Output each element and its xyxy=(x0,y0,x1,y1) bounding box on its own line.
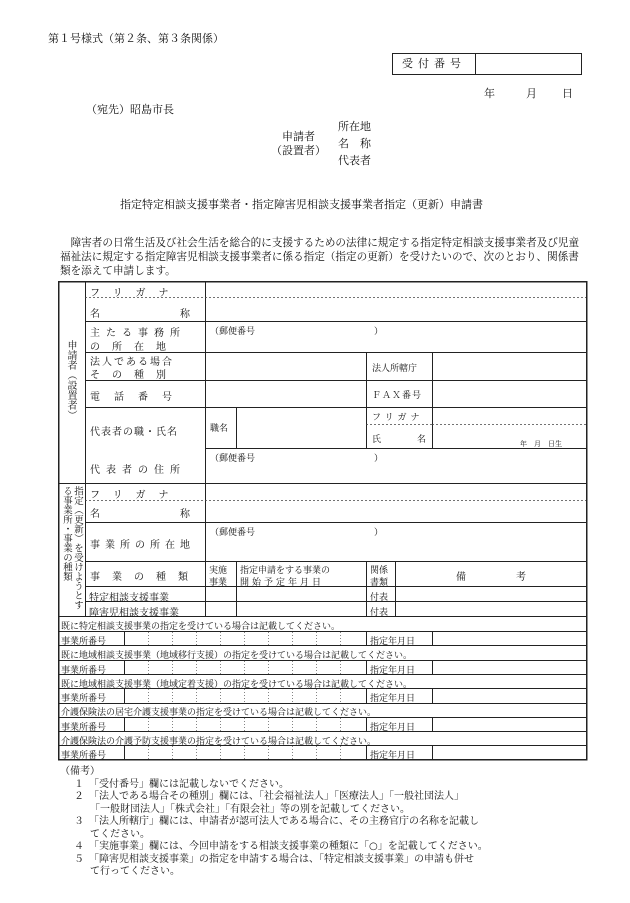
existing-date-label-4: 指定年月日 xyxy=(370,723,416,733)
type-row-specific: 特定相談支援事業 xyxy=(89,593,169,604)
date-year: 年 xyxy=(484,87,495,100)
rep-furigana-label: フリガナ xyxy=(372,413,424,423)
corp-authority-label: 法人所轄庁 xyxy=(372,364,418,374)
applicant-label-sub: （設置者） xyxy=(271,144,326,157)
main-office-label-1: 主たる事務所 xyxy=(90,328,186,339)
type-row-child: 障害児相談支援事業 xyxy=(89,608,179,619)
note-line-4: ３ 「法人所轄庁」欄には、申請者が認可法人である場合に、その主務官庁の名称を記載し xyxy=(74,816,479,827)
addressee: （宛先）昭島市長 xyxy=(86,103,174,116)
existing-note-3: 既に地域相談支援事業（地域定着支援）の指定を受けている場合は記載してください。 xyxy=(61,680,413,690)
notes-header: （備考） xyxy=(60,766,100,777)
type-row-specific-doc: 付表 xyxy=(370,593,389,603)
intro-paragraph: 障害者の日常生活及び社会生活を総合的に支援するための法律に規定する指定特定相談支援事業者及び児童福祉法に規定する指定障害児相談支援事業者に係る指定（指定の更新）を受けたいので、次のとおり、関係書類を添えて申請します。 xyxy=(60,237,580,277)
date-day: 日 xyxy=(562,87,573,100)
rep-address-postal: （郵便番号 xyxy=(210,454,256,464)
applicant-label: 申請者 xyxy=(282,130,315,143)
phone-label: 電話番号 xyxy=(90,392,186,403)
note-line-7: ５ 「障害児相談支援事業」の指定を申請する場合は、「特定相談支援事業」の申請も併せ xyxy=(74,853,474,865)
type-header: 事業の種類 xyxy=(90,572,200,583)
facility-side-label: 指定（更新）を受けようとする事業所・事業の種類 xyxy=(61,486,83,610)
facility-furigana-label: フリガナ xyxy=(90,490,182,501)
existing-no-label-2: 事業所番号 xyxy=(61,666,107,676)
facility-name-row-text: 名称 xyxy=(90,509,270,520)
rep-name-label: 氏名 xyxy=(372,435,463,445)
note-line-2: ２ 「法人である場合その種別」欄には、「社会福祉法人」「医療法人」「一般社団法人」 xyxy=(74,791,464,802)
applicant-name-row-label xyxy=(90,305,270,320)
note-line-8: て行ってください。 xyxy=(90,866,180,877)
form-number: 第１号様式（第２条、第３条関係） xyxy=(48,32,224,45)
applicant-address-label: 所在地 xyxy=(338,120,371,133)
facility-address-label: 事業所の所在地 xyxy=(90,540,195,551)
fax-label: ＦＡＸ番号 xyxy=(372,391,423,401)
start-header-1: 指定申請をする事業の xyxy=(240,566,331,576)
note-line-5: てください。 xyxy=(90,828,150,840)
facility-postal: （郵便番号 xyxy=(210,528,256,538)
furigana-label: フリガナ xyxy=(90,288,182,299)
main-office-postal-close: ） xyxy=(374,327,384,337)
corp-type-label-2: その種別 xyxy=(90,370,178,381)
note-line-1: １ 「受付番号」欄には記載しないでください。 xyxy=(74,778,289,790)
doc-header-1: 関係 xyxy=(370,566,389,576)
rep-address-postal-close: ） xyxy=(374,454,384,464)
applicant-rep-label: 代表者 xyxy=(338,154,371,167)
facility-name-row-label xyxy=(90,505,270,520)
rep-birth-label: 年 月 日生 xyxy=(520,440,562,448)
impl-header-2: 事業 xyxy=(209,578,228,588)
existing-date-label-3: 指定年月日 xyxy=(370,694,416,704)
note-line-3: 「一般財団法人」「株式会社」「有限会社」等の別を記載してください。 xyxy=(90,803,410,815)
impl-header-1: 実施 xyxy=(209,566,228,576)
facility-postal-close: ） xyxy=(374,528,384,538)
existing-no-label-1: 事業所番号 xyxy=(61,637,107,647)
existing-no-label-3: 事業所番号 xyxy=(61,694,107,704)
rep-title-label: 代表者の職・氏名 xyxy=(90,427,178,438)
existing-date-label-1: 指定年月日 xyxy=(370,637,416,647)
note-line-6: ４ 「実施事業」欄には、今回申請をする相談支援事業の種類に「○」を記載してください。 xyxy=(74,841,488,852)
existing-note-5: 介護保険法の介護予防支援事業の指定を受けている場合は記載してください。 xyxy=(61,737,377,747)
applicant-name-label: 名 称 xyxy=(338,137,371,150)
receipt-number-label: 受付番号 xyxy=(393,54,476,74)
applicant-name-row-text: 名称 xyxy=(90,309,270,320)
existing-note-2: 既に地域相談支援事業（地域移行支援）の指定を受けている場合は記載してください。 xyxy=(61,651,413,661)
start-header-2: 開始予定年月日 xyxy=(240,578,325,588)
date-month: 月 xyxy=(526,87,537,100)
existing-note-4: 介護保険法の居宅介護支援事業の指定を受けている場合は記載してください。 xyxy=(61,708,377,718)
applicant-side-label: 申請者（設置者） xyxy=(65,340,76,420)
page-title: 指定特定相談支援事業者・指定障害児相談支援事業者指定（更新）申請書 xyxy=(120,198,483,211)
existing-date-label-2: 指定年月日 xyxy=(370,666,416,676)
notes-section xyxy=(60,766,580,879)
main-office-label-2: の所在地 xyxy=(90,342,178,353)
corp-type-label-1: 法人である場合 xyxy=(90,357,174,368)
rep-post-label: 職名 xyxy=(210,424,229,434)
remarks-header: 備 考 xyxy=(456,572,546,583)
existing-no-label-5: 事業所番号 xyxy=(61,751,107,761)
rep-address-label: 代表者の住所 xyxy=(90,465,186,476)
existing-note-1: 既に特定相談支援事業の指定を受けている場合は記載してください。 xyxy=(61,622,341,632)
existing-date-label-5: 指定年月日 xyxy=(370,751,416,761)
main-office-postal: （郵便番号 xyxy=(210,327,256,337)
existing-no-label-4: 事業所番号 xyxy=(61,723,107,733)
doc-header-2: 書類 xyxy=(370,578,389,588)
type-row-child-doc: 付表 xyxy=(370,608,389,618)
